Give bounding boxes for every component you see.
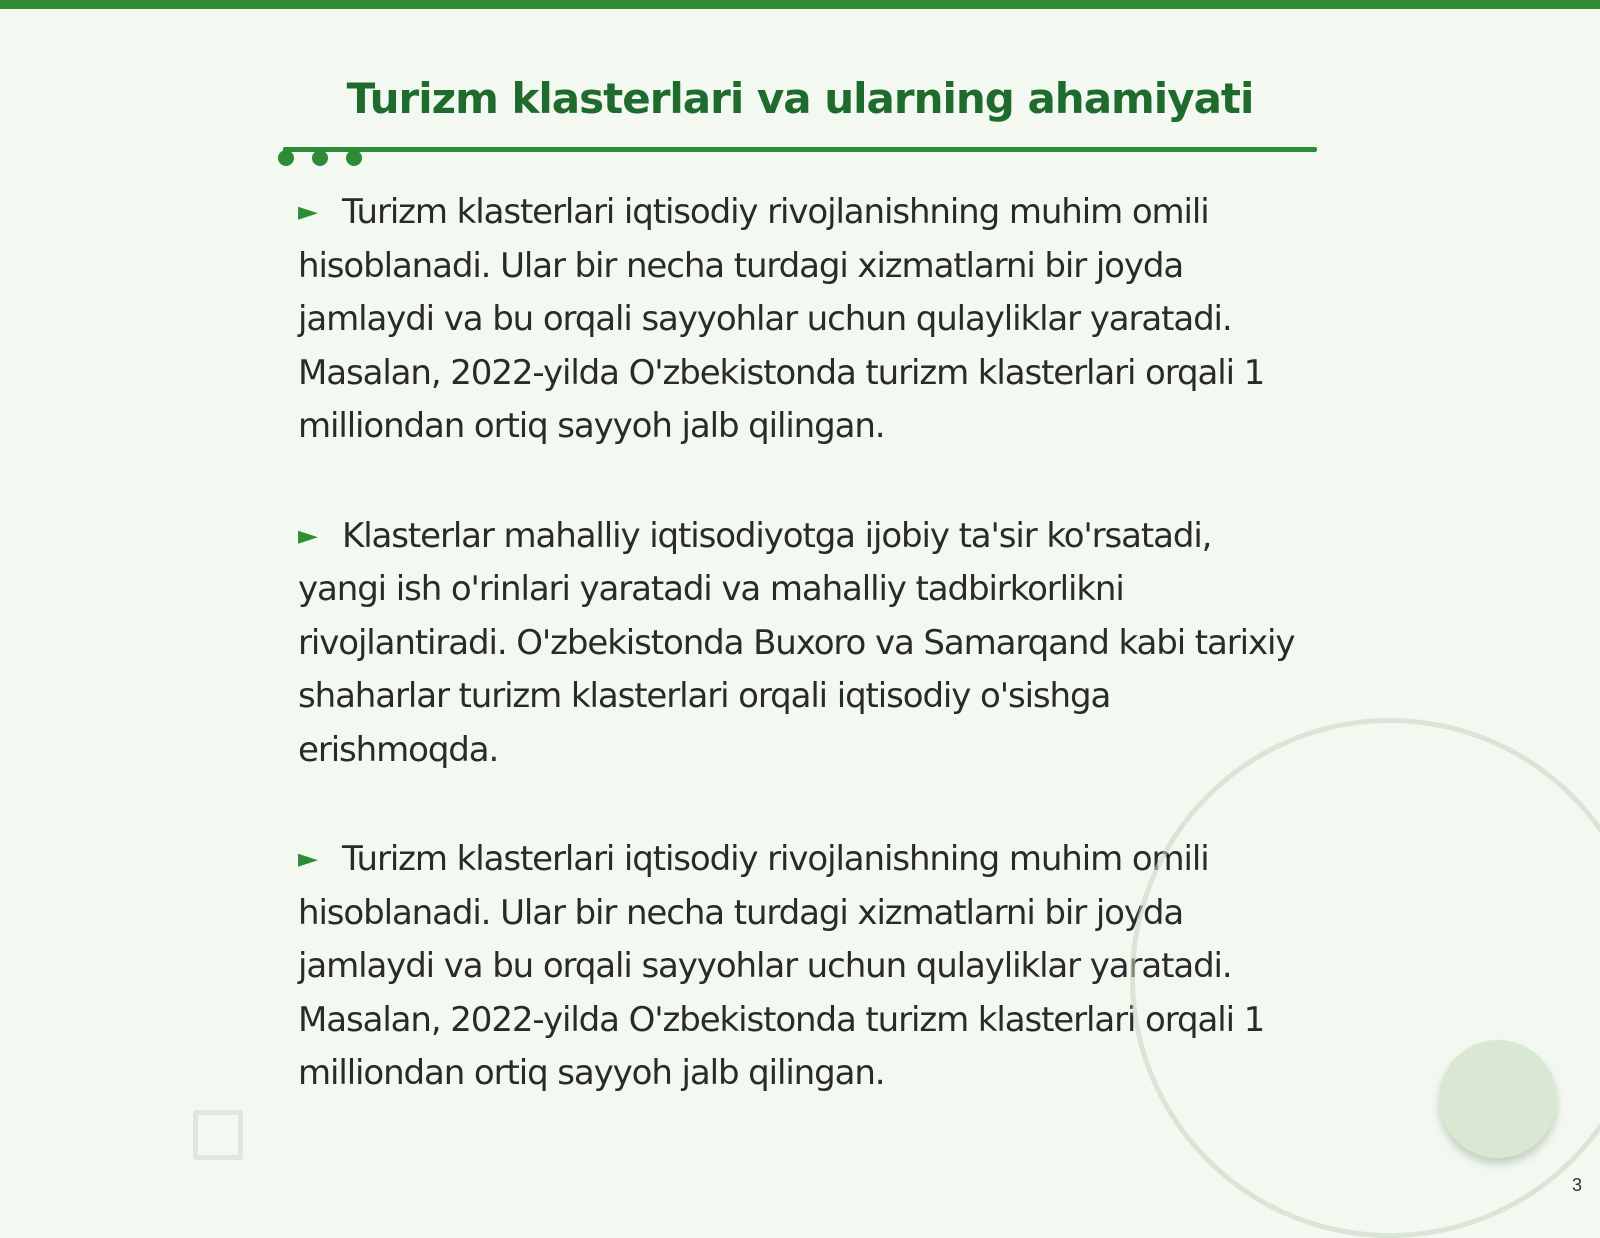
decorative-circle [1439,1040,1557,1158]
top-accent-bar [0,0,1600,9]
decorative-square [193,1110,243,1160]
slide-title: Turizm klasterlari va ularning ahamiyati [346,74,1254,123]
bullet-arrow-icon: ► [298,520,317,551]
bullet-paragraph [298,510,1308,778]
underline-dot [346,150,362,166]
bullet-arrow-icon: ► [298,197,317,227]
bullet-text: Turizm klasterlari iqtisodiy rivojlanishning muhim omili hisoblanadi. Ular bir necha turdagi xizmatlarni bir joyda jamlaydi va bu orqali sayyohlar uchun qulayliklar yaratadi. Masalan, 2022-yilda O'zbekistonda turizm klasterlari orqali 1 milliondan ortiq sayyoh jalb qilingan. [298,839,1265,1093]
bullet-arrow-icon: ► [298,844,317,874]
underline-dot [278,150,294,166]
bullet-paragraph [298,186,1308,454]
bullet-text: Klasterlar mahalliy iqtisodiyotga ijobiy ta'sir ko'rsatadi, yangi ish o'rinlari yaratadi va mahalliy tadbirkorlikni rivojlantiradi. O'zbekistonda Buxoro va Samarqand kabi tarixiy shaharlar turizm klasterlari orqali iqtisodiy o'sishga erishmoqda. [298,515,1295,770]
underline-dot [312,150,328,166]
bullet-text: Turizm klasterlari iqtisodiy rivojlanishning muhim omili hisoblanadi. Ular bir necha turdagi xizmatlarni bir joyda jamlaydi va bu orqali sayyohlar uchun qulayliklar yaratadi. Masalan, 2022-yilda O'zbekistonda turizm klasterlari orqali 1 milliondan ortiq sayyoh jalb qilingan. [298,192,1265,446]
title-underline [283,147,1317,152]
page-number: 3 [1571,1175,1582,1195]
